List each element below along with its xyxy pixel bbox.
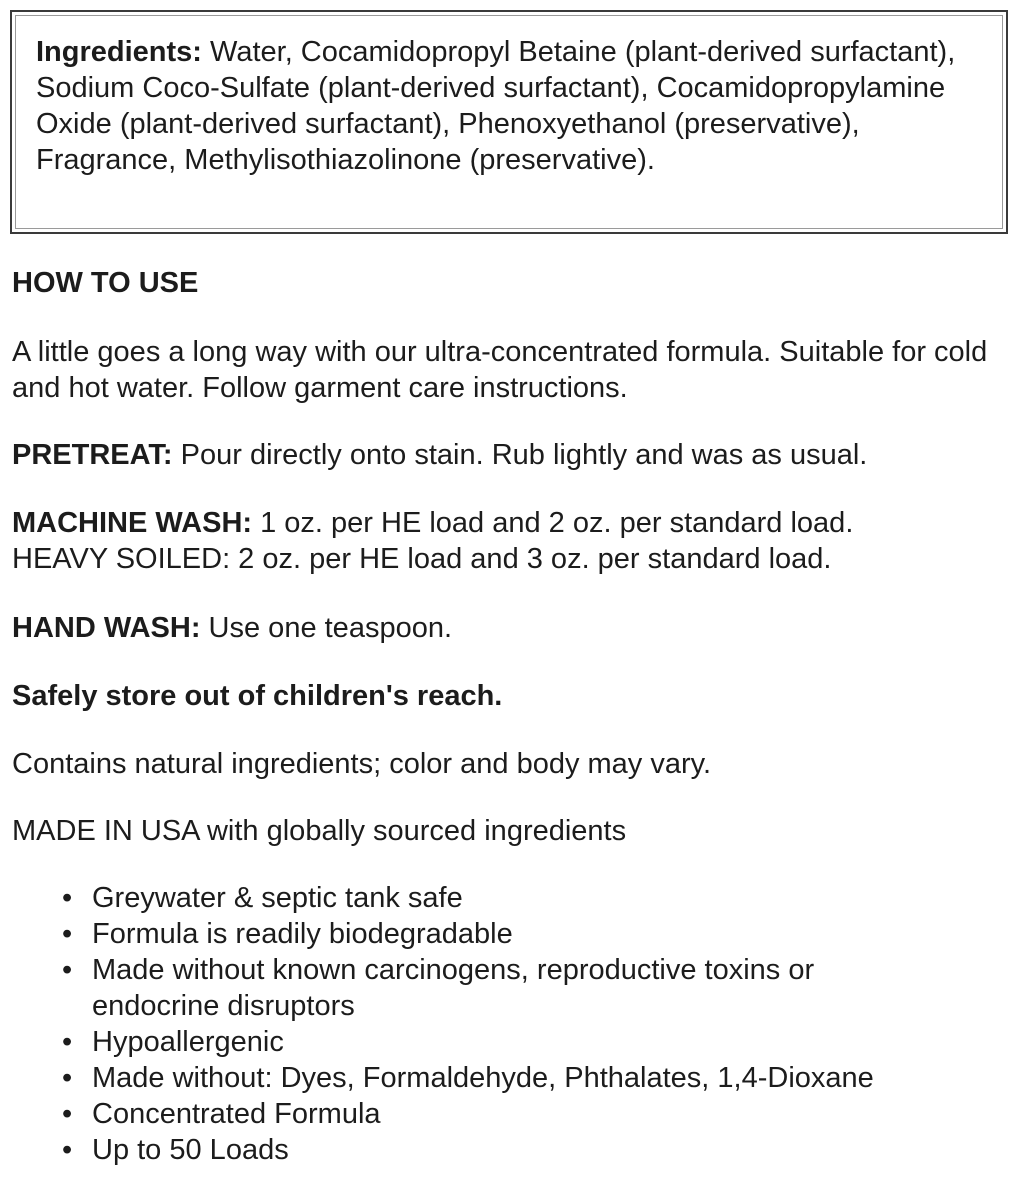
- natural-ingredients-note: Contains natural ingredients; color and body may vary.: [12, 748, 712, 780]
- made-in-usa-note: MADE IN USA with globally sourced ingredients: [12, 815, 627, 847]
- list-item-text: Up to 50 Loads: [92, 1134, 289, 1166]
- list-item: [62, 1096, 1016, 1132]
- pretreat-instruction: [12, 437, 1002, 473]
- heavy-soiled-instruction: HEAVY SOILED: 2 oz. per HE load and 3 oz. per standard load.: [12, 543, 832, 575]
- list-item: [62, 1060, 1016, 1096]
- list-item-text: Hypoallergenic: [92, 1026, 284, 1058]
- hand-wash-label: HAND WASH:: [12, 612, 201, 644]
- usage-intro: A little goes a long way with our ultra-concentrated formula. Suitable for cold and hot water. Follow garment care instructions.: [12, 336, 988, 404]
- list-item: [62, 1024, 1016, 1060]
- safety-warning: Safely store out of children's reach.: [12, 680, 503, 712]
- list-item-text: Formula is readily biodegradable: [92, 918, 513, 950]
- hand-wash-instruction: [12, 610, 1002, 646]
- bullet-icon: •: [62, 1062, 73, 1094]
- ingredients-label: Ingredients:: [36, 36, 202, 68]
- list-item: [62, 1132, 1016, 1168]
- machine-wash-label: MACHINE WASH:: [12, 507, 253, 539]
- bullet-icon: •: [62, 1134, 73, 1166]
- list-item-text: Made without: Dyes, Formaldehyde, Phthalates, 1,4-Dioxane: [92, 1062, 874, 1094]
- ingredients-list-text: Water, Cocamidopropyl Betaine (plant-derived surfactant), Sodium Coco-Sulfate (plant-derived surfactant), Cocamidopropylamine Oxide (plant-derived surfactant), Phenoxyethanol (preservative), Fragrance, Methylisothiazolinone (preservative).: [36, 36, 956, 176]
- how-to-use-heading: HOW TO USE: [12, 267, 199, 299]
- pretreat-text: Pour directly onto stain. Rub lightly and was as usual.: [172, 439, 868, 471]
- list-item-text: Made without known carcinogens, reproductive toxins or endocrine disruptors: [92, 954, 815, 1022]
- feature-list: [12, 880, 1016, 1168]
- list-item-text: Greywater & septic tank safe: [92, 882, 463, 914]
- bullet-icon: •: [62, 1098, 73, 1130]
- machine-wash-instruction: [12, 505, 1002, 541]
- list-item-text: Concentrated Formula: [92, 1098, 381, 1130]
- bullet-icon: •: [62, 1026, 73, 1058]
- list-item: [62, 880, 1016, 916]
- machine-wash-text: 1 oz. per HE load and 2 oz. per standard load.: [252, 507, 854, 539]
- ingredients-box: [10, 10, 1008, 234]
- hand-wash-text: Use one teaspoon.: [200, 612, 453, 644]
- bullet-icon: •: [62, 918, 73, 950]
- bullet-icon: •: [62, 882, 73, 914]
- list-item: [62, 952, 1016, 1024]
- list-item: [62, 916, 1016, 952]
- pretreat-label: PRETREAT:: [12, 439, 173, 471]
- bullet-icon: •: [62, 954, 73, 986]
- ingredients-paragraph: [36, 34, 982, 178]
